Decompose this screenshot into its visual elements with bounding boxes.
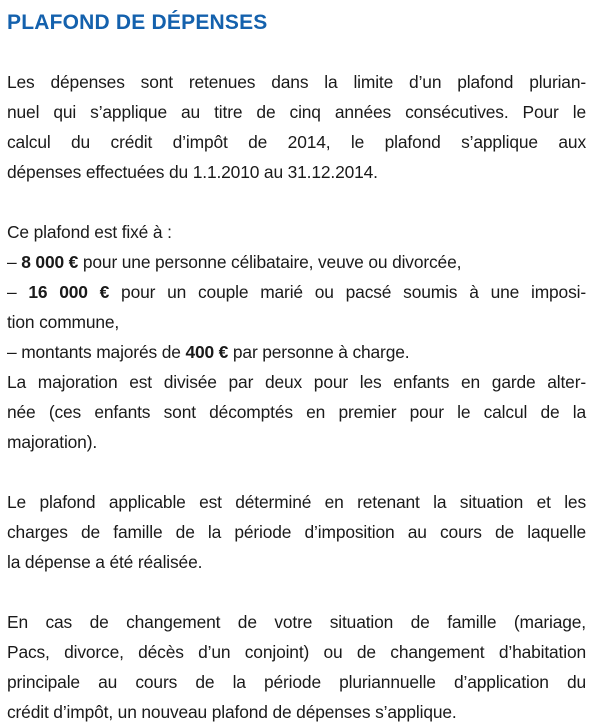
text-line: En cas de changement de votre situation de famille (mariage,: [7, 612, 586, 632]
text-line: crédit d’impôt, un nouveau plafond de dépenses s’applique.: [7, 702, 457, 722]
text-line: Les dépenses sont retenues dans la limite d’un plafond plurian-: [7, 72, 586, 92]
amount-dependent: 400 €: [185, 342, 229, 362]
text-line: calcul du crédit d’impôt de 2014, le plafond s’applique aux: [7, 132, 586, 152]
text-line: nuel qui s’applique au titre de cinq années consécutives. Pour le: [7, 102, 586, 122]
text-line: majoration).: [7, 432, 98, 452]
section-title: PLAFOND DE DÉPENSES: [7, 11, 268, 34]
text-line: dépenses effectuées du 1.1.2010 au 31.12.2014.: [7, 162, 378, 182]
paragraph-ceiling-amounts: [7, 217, 586, 457]
paragraph-situation-change: [7, 607, 586, 727]
text-line: Pacs, divorce, décès d’un conjoint) ou de changement d’habitation: [7, 642, 586, 662]
list-dash: –: [7, 252, 22, 272]
paragraph-applicable-ceiling: [7, 487, 586, 577]
paragraph-ceiling-intro: [7, 67, 586, 187]
text-line: La majoration est divisée par deux pour les enfants en garde alter-: [7, 372, 586, 392]
text-line: charges de famille de la période d’imposition au cours de laquelle: [7, 522, 586, 542]
list-item-text: pour un couple marié ou pacsé soumis à une imposi-: [109, 282, 586, 302]
list-item-text: par personne à charge.: [228, 342, 410, 362]
list-item-dependent: [7, 337, 586, 367]
text-line: principale au cours de la période pluriannuelle d’application du: [7, 672, 586, 692]
list-item-text: pour une personne célibataire, veuve ou divorcée,: [78, 252, 462, 272]
list-item-single: [7, 247, 586, 277]
text-line: née (ces enfants sont décomptés en premier pour le calcul de la: [7, 402, 586, 422]
ceiling-intro-line: Ce plafond est fixé à :: [7, 222, 172, 242]
list-item-couple: [7, 277, 586, 307]
amount-couple: 16 000 €: [28, 282, 110, 302]
list-item-text: – montants majorés de: [7, 342, 186, 362]
document-body: [7, 67, 586, 727]
list-dash: –: [7, 282, 29, 302]
text-line: tion commune,: [7, 312, 120, 332]
text-line: la dépense a été réalisée.: [7, 552, 203, 572]
amount-single: 8 000 €: [21, 252, 79, 272]
text-line: Le plafond applicable est déterminé en retenant la situation et les: [7, 492, 586, 512]
